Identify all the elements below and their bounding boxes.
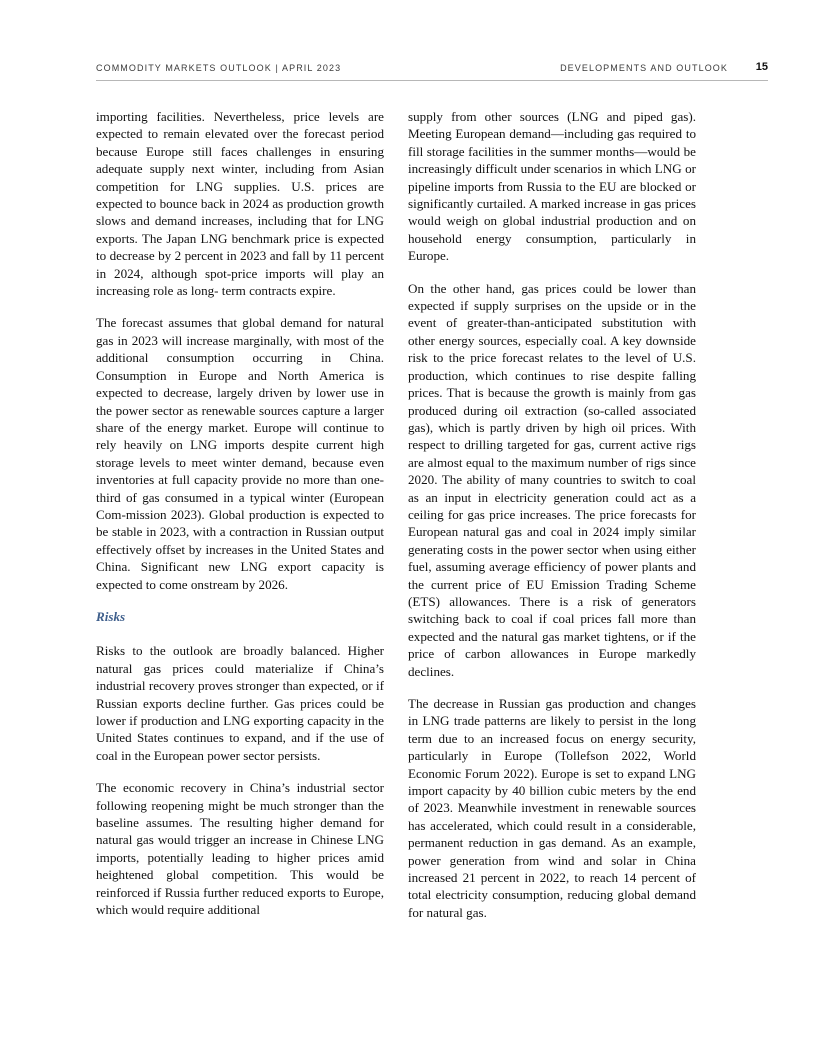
right-column: [408, 108, 696, 936]
section-heading-risks: Risks: [96, 608, 126, 624]
paragraph: importing facilities. Nevertheless, price levels are expected to remain elevated over the forecast period because Europe still faces challenges in ensuring adequate supply next winter, including from Asian competition for LNG supplies. U.S. prices are expected to bounce back in 2024 as production growth slows and demand increases, including that for LNG exports. The Japan LNG benchmark price is expected to decrease by 2 percent in 2023 and fall by 11 percent in 2024, although spot-price imports will play an increasing role as long- term contracts expire.: [96, 109, 384, 299]
paragraph: The decrease in Russian gas production and changes in LNG trade patterns are likely to persist in the long term due to an increased focus on energy security, particularly in Europe (Tollefson 2022, World Economic Forum 2022). Europe is set to expand LNG import capacity by 40 billion cubic meters by the end of 2023. Meanwhile investment in renewable sources has accelerated, which could result in a considerable, permanent reduction in gas demand. As an example, power generation from wind and solar in China increased 21 percent in 2022, to reach 14 percent of total electricity consumption, reducing global demand for natural gas.: [408, 696, 696, 920]
paragraph: Risks to the outlook are broadly balanced. Higher natural gas prices could materialize if China’s industrial recovery proves stronger than expected, or if Russian exports decline further. Gas prices could be lower if production and LNG exporting capacity in the United States continues to expand, and if the use of coal in the European power sector persists.: [96, 643, 384, 763]
paragraph: supply from other sources (LNG and piped gas). Meeting European demand—including gas required to fill storage facilities in the summer months—would be increasingly difficult under scenarios in which LNG or pipeline imports from Russia to the EU are blocked or significantly curtailed. A marked increase in gas prices would weigh on global industrial production and on household energy consumption, particularly in Europe.: [408, 109, 696, 264]
publication-title: COMMODITY MARKETS OUTLOOK | APRIL 2023: [96, 63, 342, 73]
chapter-title: DEVELOPMENTS AND OUTLOOK: [560, 63, 728, 73]
running-header: [96, 56, 768, 81]
paragraph: The economic recovery in China’s industrial sector following reopening might be much stronger than the baseline assumes. The resulting higher demand for natural gas would trigger an increase in Chinese LNG imports, potentially leading to higher prices amid heightened global competition. This would be reinforced if Russia further reduced exports to Europe, which would require additional: [96, 780, 384, 918]
paragraph: The forecast assumes that global demand for natural gas in 2023 will increase marginally, with most of the additional consumption occurring in China. Consumption in Europe and North America is expected to decrease, largely driven by lower use in the power sector as renewable sources capture a larger share of the energy market. Europe will continue to rely heavily on LNG imports despite current high storage levels to meet winter demand, because even inventories at full capacity provide no more than one-third of gas consumed in a typical winter (European Com-mission 2023). Global production is expected to be stable in 2023, with a contraction in Russian output effectively offset by increases in the United States and China. Significant new LNG export capacity is expected to come onstream by 2026.: [96, 315, 384, 592]
paragraph: On the other hand, gas prices could be lower than expected if supply surprises on the upside or in the event of greater-than-anticipated substitution with other energy sources, especially coal. A key downside risk to the price forecast relates to the level of U.S. production, which continues to rise despite falling prices. That is because the growth is mainly from gas produced during oil extraction (so-called associated gas), which is partly driven by high oil prices. With respect to drilling targeted for gas, current active rigs are almost equal to the maximum number of rigs since 2020. The ability of many countries to switch to coal as an input in electricity generation could act as a ceiling for gas price increases. The price forecasts for European natural gas and coal in 2024 imply similar generating costs in the power sector when using either fuel, assuming average efficiency of power plants and the current price of EU Emission Trading Scheme (ETS) allowances. There is a risk of generators switching back to coal if coal prices fall more than expected and the natural gas market tightens, or if the price of carbon allowances in Europe markedly declines.: [408, 280, 696, 679]
page-number: 15: [755, 61, 768, 73]
left-column: [96, 108, 384, 933]
